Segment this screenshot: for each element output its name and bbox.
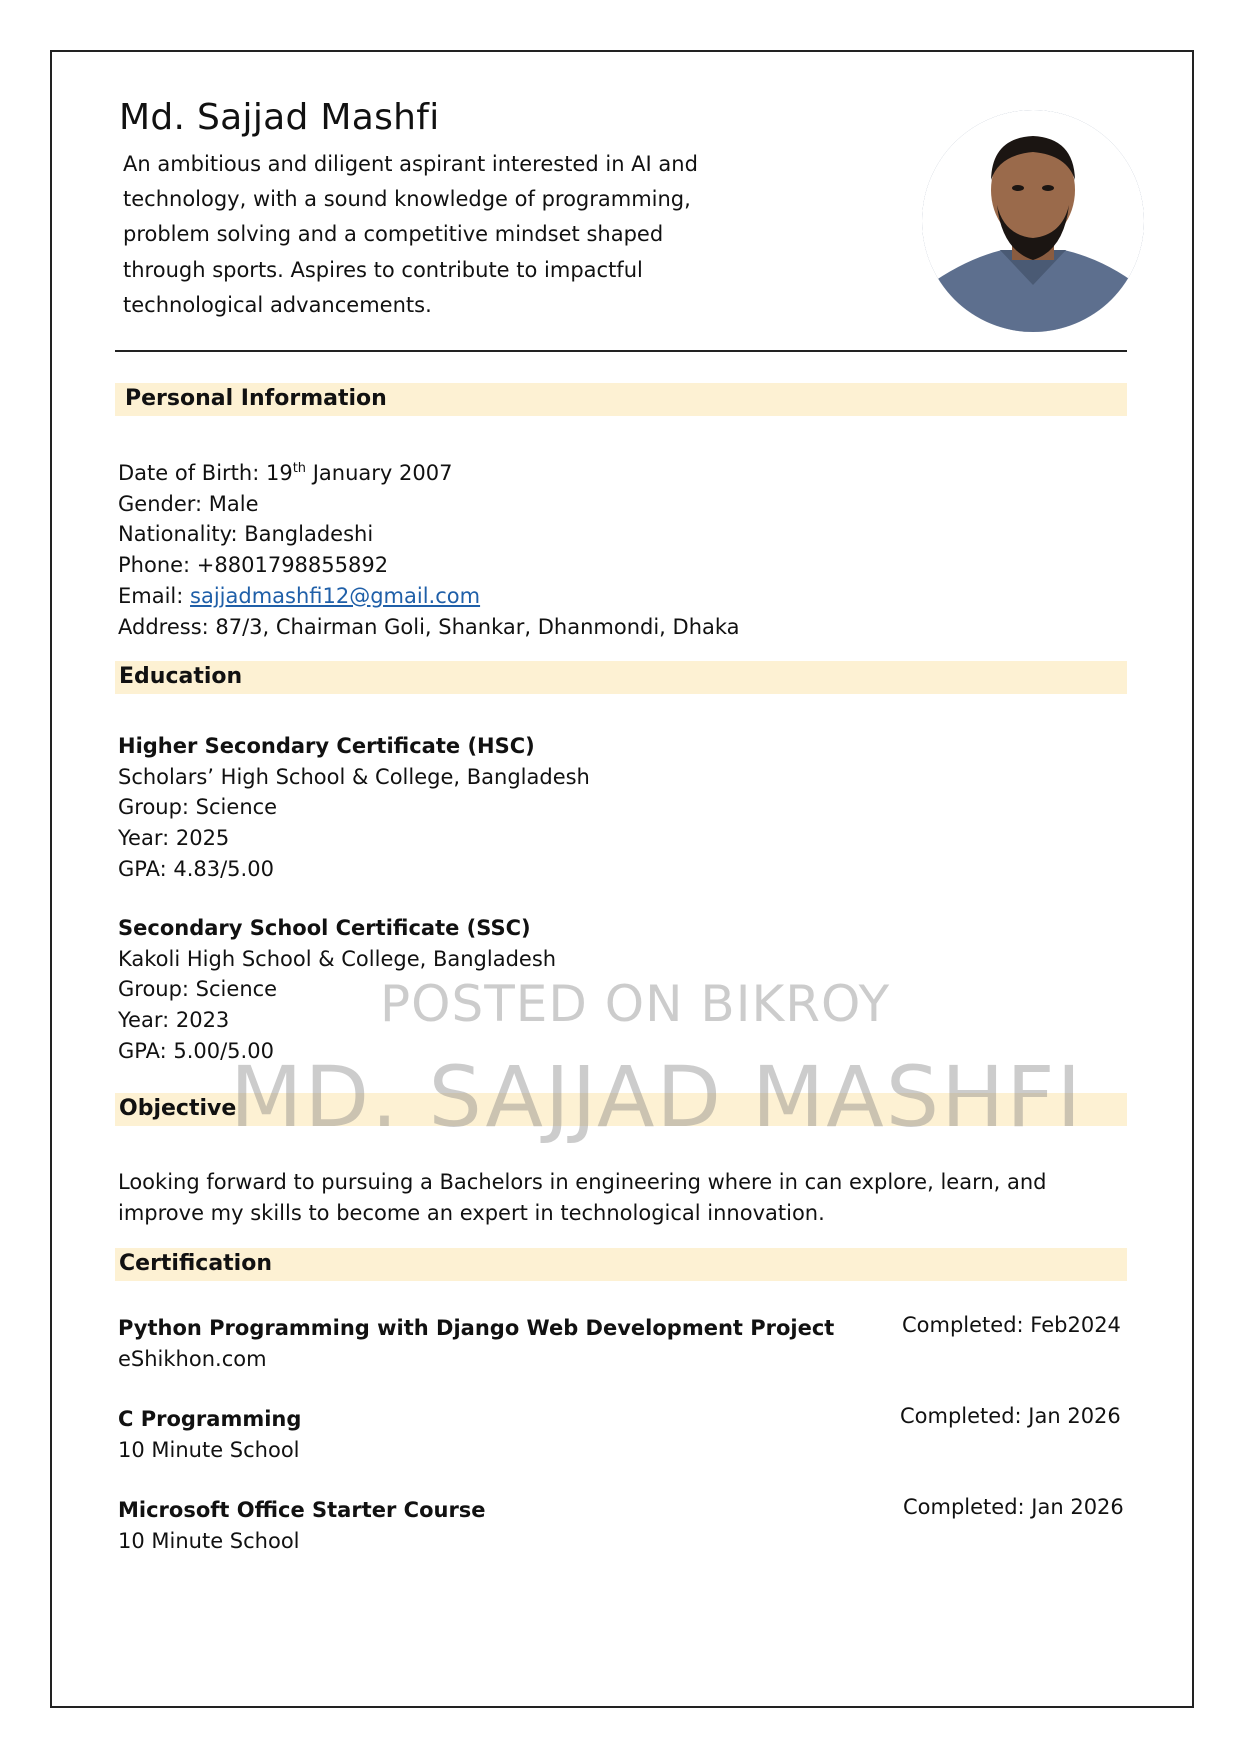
cert-course: C Programming: [118, 1407, 302, 1431]
header-divider: [115, 350, 1127, 352]
cert-item-3: [118, 1495, 486, 1556]
ssc-group: Group: Science: [118, 977, 278, 1002]
cert-course: Microsoft Office Starter Course: [118, 1498, 486, 1522]
hsc-year: Year: 2025: [118, 826, 230, 851]
section-header-certification: [115, 1248, 1127, 1281]
cert-item-1: [118, 1313, 834, 1374]
cert-completed-3: Completed: Jan 2026: [903, 1495, 1124, 1519]
cert-completed-2: Completed: Jan 2026: [900, 1404, 1121, 1428]
section-header-personal: [115, 383, 1127, 416]
cert-item-2: [118, 1404, 301, 1465]
profile-photo: [922, 110, 1144, 332]
email-link[interactable]: sajjadmashfi12@gmail.com: [190, 583, 481, 608]
education-hsc: [118, 731, 590, 885]
hsc-group: Group: Science: [118, 795, 278, 820]
cert-completed-1: Completed: Feb2024: [902, 1313, 1121, 1337]
ssc-year: Year: 2023: [118, 1008, 230, 1033]
section-title-certification: Certification: [119, 1251, 273, 1276]
email-line: [118, 581, 740, 612]
hsc-degree: Higher Secondary Certificate (HSC): [118, 734, 535, 758]
ssc-gpa: GPA: 5.00/5.00: [118, 1038, 274, 1063]
section-title-education: Education: [119, 664, 243, 689]
cert-provider: 10 Minute School: [118, 1437, 300, 1462]
section-header-education: [115, 661, 1127, 694]
watermark-posted: POSTED ON BIKROY: [380, 975, 891, 1033]
nationality-line: Nationality: Bangladeshi: [118, 522, 374, 547]
dob-rest: January 2007: [306, 461, 453, 485]
hsc-gpa: GPA: 4.83/5.00: [118, 856, 274, 881]
section-title-objective: Objective: [119, 1096, 237, 1121]
ssc-degree: Secondary School Certificate (SSC): [118, 916, 531, 940]
watermark-name: MD. SAJJAD MASHFI: [230, 1048, 1084, 1146]
ssc-school: Kakoli High School & College, Bangladesh: [118, 946, 557, 971]
dob-label: Date of Birth: 19: [118, 461, 293, 485]
objective-text: Looking forward to pursuing a Bachelors in engineering where in can explore, learn, and improve my skills to become an expert in technological innovation.: [118, 1170, 1047, 1225]
dob-line: [118, 454, 740, 489]
dob-suffix: th: [292, 461, 307, 476]
cert-course: Python Programming with Django Web Development Project: [118, 1316, 835, 1340]
cert-provider: eShikhon.com: [118, 1346, 267, 1371]
phone-line: Phone: +8801798855892: [118, 553, 389, 578]
hsc-school: Scholars’ High School & College, Bangladesh: [118, 764, 590, 789]
email-label: Email:: [118, 583, 191, 608]
section-title-personal: Personal Information: [125, 386, 387, 411]
candidate-name: Md. Sajjad Mashfi: [119, 97, 440, 138]
personal-info-list: [118, 454, 740, 642]
gender-line: Gender: Male: [118, 491, 259, 516]
cert-provider: 10 Minute School: [118, 1528, 300, 1553]
profile-summary: An ambitious and diligent aspirant interested in AI and technology, with a sound knowledge of programming, problem solving and a competitive mindset shaped through sports. Aspires to contribute to impactful technological advancements.: [123, 152, 698, 317]
address-line: Address: 87/3, Chairman Goli, Shankar, Dhanmondi, Dhaka: [118, 614, 740, 639]
